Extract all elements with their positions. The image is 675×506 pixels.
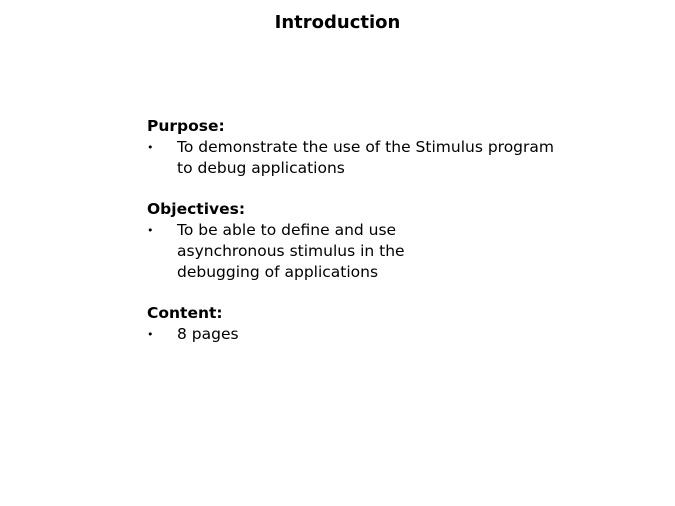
section-heading: Purpose: (147, 117, 225, 135)
list-item (147, 324, 567, 345)
bullet-list (147, 137, 567, 179)
section-objectives (147, 199, 567, 283)
list-item (147, 220, 477, 283)
section-heading: Objectives: (147, 200, 246, 218)
bullet-icon: • (147, 141, 154, 154)
bullet-icon: • (147, 224, 154, 237)
bullet-text: To demonstrate the use of the Stimulus program to debug applications (177, 138, 554, 177)
section-content (147, 303, 567, 345)
bullet-text: 8 pages (177, 325, 239, 343)
slide-title: Introduction (274, 12, 401, 33)
bullet-text: To be able to define and use asynchronous stimulus in the debugging of applications (177, 221, 405, 281)
list-item (147, 137, 567, 179)
slide-content (147, 116, 567, 365)
bullet-icon: • (147, 328, 154, 341)
bullet-list (147, 220, 567, 283)
bullet-list (147, 324, 567, 345)
section-purpose (147, 116, 567, 179)
section-heading: Content: (147, 304, 223, 322)
